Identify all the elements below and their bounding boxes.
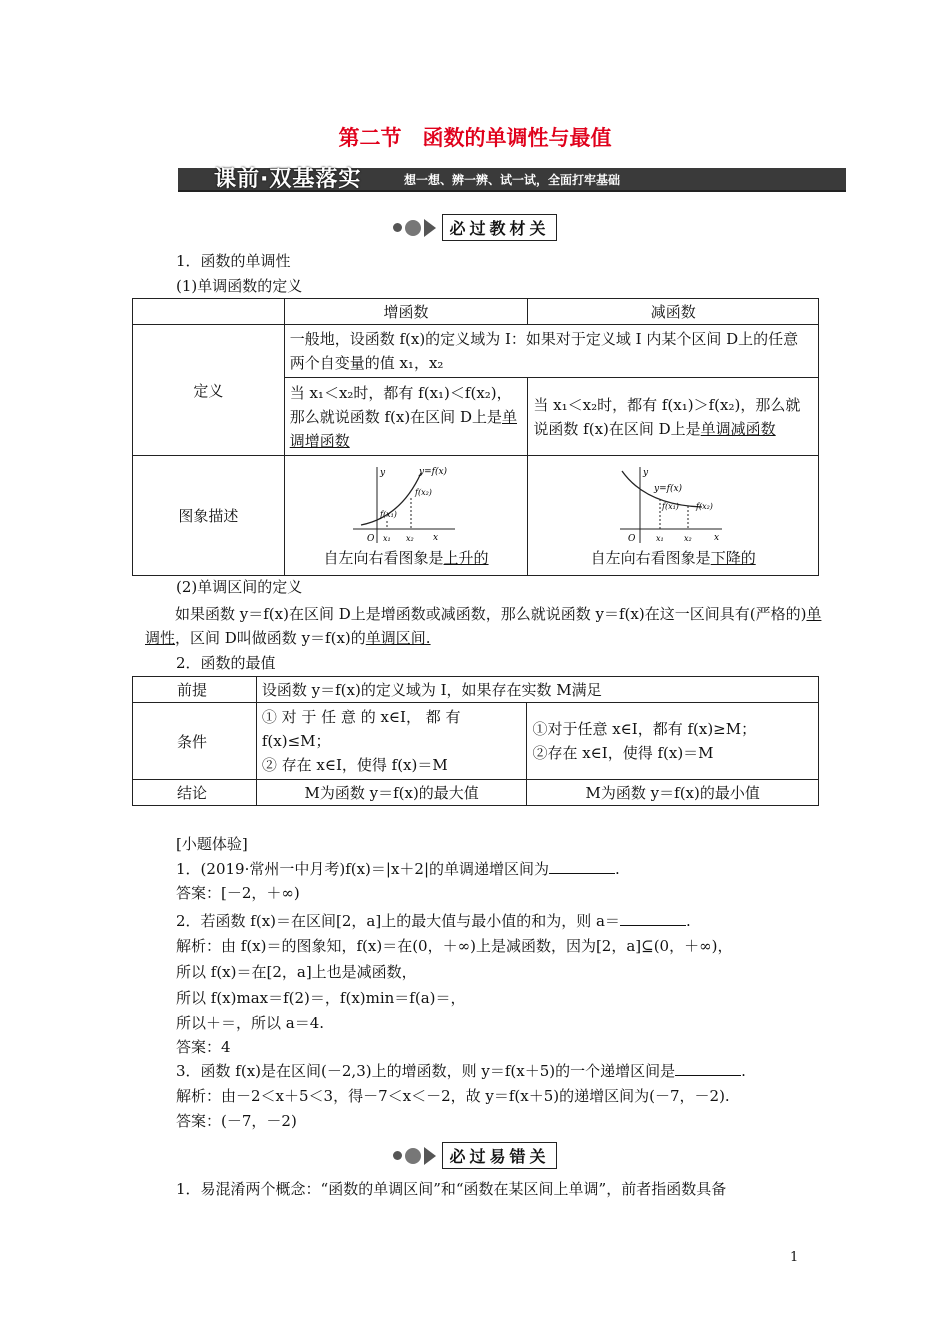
svg-text:y=f(x): y=f(x) [654,484,683,494]
heading-definition: (1)单调函数的定义 [176,277,303,295]
row-label-definition: 定义 [133,325,285,456]
svg-text:y=f(x): y=f(x) [419,467,448,477]
answer-blank [620,913,686,926]
answer-blank [675,1063,741,1076]
extrema-table [132,676,819,806]
graph-increasing-cell [284,456,528,576]
svg-text:x₂: x₂ [406,534,414,543]
definition-decreasing: 当 x₁＜x₂时，都有 f(x₁)＞f(x₂)，那么就说函数 f(x)在区间 D上是单调减函数 [528,378,819,456]
answer-blank [549,861,615,874]
svg-text:f(x₁): f(x₁) [380,510,397,519]
exercise-1-answer: 答案：[－2，＋∞) [176,884,300,902]
svg-text:x₁: x₁ [656,534,664,543]
section-banner [178,168,846,190]
increasing-graph [351,465,461,547]
heading-interval-definition: (2)单调区间的定义 [176,578,303,596]
header-decreasing: 减函数 [528,299,819,325]
condition-min: ①对于任意 x∈I，都有 f(x)≥M； ②存在 x∈I，使得 f(x)＝M [527,703,819,780]
svg-text:y: y [643,468,649,478]
section-label: 必过教材关 [442,214,556,241]
conclusion-max: M为函数 y＝f(x)的最大值 [256,780,527,806]
svg-text:y: y [380,468,386,478]
exercise-3-solution: 解析：由－2＜x＋5＜3，得－7＜x＜－2，故 y＝f(x＋5)的递增区间为(－7，－2). [176,1087,730,1105]
row-label-conclusion: 结论 [133,780,257,806]
graph-decreasing-cell [528,456,819,576]
exercise-2-solution-2: 所以 f(x)＝在[2，a]上也是减函数， [176,963,417,981]
svg-text:O: O [628,534,636,544]
svg-text:f(x₂): f(x₂) [415,488,432,497]
interval-definition-paragraph: 如果函数 y＝f(x)在区间 D上是增函数或减函数，那么就说函数 y＝f(x)在这一区间具有(严格的)单调性，区间 D叫做函数 y＝f(x)的单调区间. [145,605,822,647]
svg-text:O: O [367,534,375,544]
definition-common: 一般地，设函数 f(x)的定义域为 I：如果对于定义域 I 内某个区间 D上的任意两个自变量的值 x₁，x₂ [284,325,818,378]
page-title: 第二节 函数的单调性与最值 [338,126,612,150]
term-monotonicity: 单调性 [145,605,822,647]
svg-text:x₁: x₁ [383,534,391,543]
definition-increasing: 当 x₁＜x₂时，都有 f(x₁)＜f(x₂)，那么就说函数 f(x)在区间 D上是单调增函数 [284,378,528,456]
row-label-graph: 图象描述 [133,456,285,576]
arrow-icon [424,219,436,237]
svg-text:f(x₂): f(x₂) [696,502,714,511]
graph-decreasing-caption: 自左向右看图象是下降的 [590,549,756,567]
term-monotonic-interval: 单调区间. [365,629,431,647]
svg-text:x₂: x₂ [684,534,692,543]
condition-max: ① 对 于 任 意 的 x∈I， 都 有 f(x)≤M； ② 存在 x∈I，使得 f(x)＝M [256,703,527,780]
dot-icon [405,1148,421,1164]
decreasing-graph [618,465,728,547]
arrow-icon [424,1147,436,1165]
section-header-errors [0,1142,950,1169]
exercise-1-question: 1．(2019·常州一中月考)f(x)＝|x＋2|的单调递增区间为 . [176,860,620,878]
graph-increasing-caption: 自左向右看图象是上升的 [323,549,489,567]
banner-main-text: 课前·双基落实 [214,167,362,192]
svg-text:f(x₁): f(x₁) [662,502,680,511]
exercise-2-solution-1: 解析：由 f(x)＝的图象知，f(x)＝在(0，＋∞)上是减函数，因为[2，a]⊆(0，＋∞)， [176,937,733,955]
svg-text:x: x [714,533,720,543]
exercise-heading: [小题体验] [176,835,248,853]
header-increasing: 增函数 [284,299,528,325]
section-header-textbook [0,214,950,241]
row-label-condition: 条件 [133,703,257,780]
conclusion-min: M为函数 y＝f(x)的最小值 [527,780,819,806]
exercise-2-question: 2．若函数 f(x)＝在区间[2，a]上的最大值与最小值的和为，则 a＝ . [176,912,691,930]
exercise-3-answer: 答案：(－7，－2) [176,1112,297,1130]
heading-monotonicity: 1．函数的单调性 [176,252,291,270]
term-decreasing: 单调减函数 [700,419,776,438]
exercise-2-solution-4: 所以＋＝，所以 a＝4. [176,1014,325,1032]
section-label: 必过易错关 [442,1142,556,1169]
dot-icon [405,220,421,236]
monotonic-table [132,298,819,576]
exercise-3-question: 3．函数 f(x)是在区间(－2,3)上的增函数，则 y＝f(x＋5)的一个递增区间是 . [176,1062,746,1080]
dot-icon [393,1151,402,1160]
page-number: 1 [790,1250,799,1265]
premise-text: 设函数 y＝f(x)的定义域为 I，如果存在实数 M满足 [256,677,818,703]
exercise-2-solution-3: 所以 f(x)max＝f(2)＝，f(x)min＝f(a)＝， [176,989,466,1007]
dot-icon [393,223,402,232]
exercise-2-answer: 答案：4 [176,1038,231,1056]
row-label-premise: 前提 [133,677,257,703]
banner-sub-text: 想一想、辨一辨、试一试，全面打牢基础 [404,173,621,187]
svg-text:x: x [433,533,439,543]
heading-extrema: 2．函数的最值 [176,654,276,672]
confusion-note: 1．易混淆两个概念：“函数的单调区间”和“函数在某区间上单调”，前者指函数具备 [176,1180,727,1198]
term-increasing: 单调增函数 [289,407,517,450]
